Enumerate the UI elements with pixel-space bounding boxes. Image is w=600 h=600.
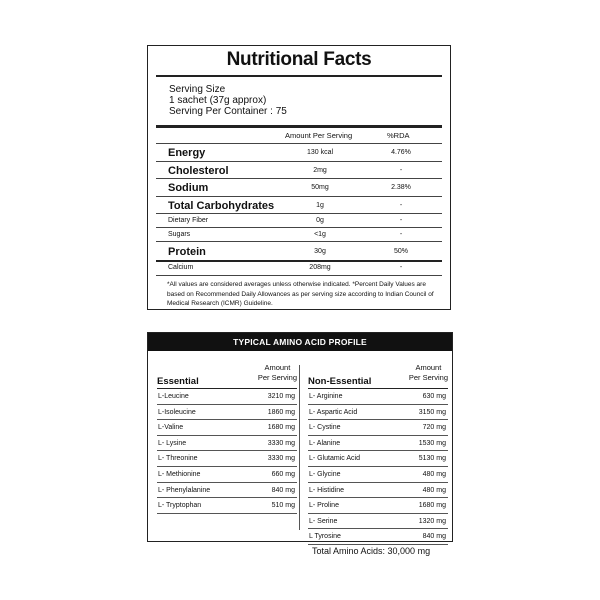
nutrient-label: Energy [168, 147, 206, 159]
amino-row [308, 420, 448, 436]
nutrient-label: Sodium [168, 182, 209, 194]
nutrient-label: Dietary Fiber [168, 217, 209, 224]
amount-column-header: Amount Per Serving [285, 131, 353, 140]
nutrient-row-carbohydrates [156, 196, 442, 214]
amino-amount: 480 mg [422, 470, 446, 478]
amino-row [308, 405, 448, 421]
nutrient-amount: 130 kcal [306, 149, 334, 156]
nutrient-row-cholesterol [156, 161, 442, 179]
nutrient-label: Cholesterol [168, 165, 229, 177]
amount-header-line1: Amount [264, 363, 291, 372]
total-amino-acids: Total Amino Acids: 30,000 mg [312, 546, 431, 556]
amino-row [308, 529, 448, 545]
amino-amount: 480 mg [422, 486, 446, 494]
amino-row [157, 420, 297, 436]
amino-row [157, 405, 297, 421]
nutrient-row-dietary-fiber [156, 213, 442, 228]
essential-header [157, 363, 297, 387]
amino-amount: 840 mg [271, 486, 295, 494]
amino-name: L- Serine [309, 517, 338, 525]
amino-amount: 630 mg [422, 393, 446, 400]
nutrient-row-sodium [156, 178, 442, 197]
nutrient-row-protein [156, 241, 442, 261]
amino-name: L- Methionine [158, 470, 201, 478]
amino-name: L-Leucine [158, 393, 189, 400]
non-essential-column [308, 363, 448, 545]
amino-amount: 1530 mg [418, 439, 446, 447]
nutrition-facts-panel [147, 45, 451, 310]
nutrient-row-calcium [156, 260, 442, 276]
essential-list [157, 389, 297, 514]
amino-row [157, 389, 297, 405]
amino-row [157, 451, 297, 467]
nutrient-label: Protein [168, 246, 206, 258]
amino-name: L- Tryptophan [158, 502, 202, 510]
nutrient-rda: - [399, 217, 403, 224]
amino-name: L- Glutamic Acid [309, 455, 360, 463]
amino-amount: 3330 mg [267, 439, 295, 447]
amino-amount: 5130 mg [418, 455, 446, 463]
amino-name: L-Isoleucine [158, 408, 196, 416]
nutrient-rda: 2.38% [391, 184, 411, 191]
amino-name: L- Phenylalanine [158, 486, 211, 494]
non-essential-title: Non-Essential [308, 376, 372, 387]
amino-amount: 1680 mg [418, 502, 446, 510]
amino-row [308, 467, 448, 483]
amino-amount: 510 mg [271, 502, 295, 510]
amino-amount: 1320 mg [418, 517, 446, 525]
nutrient-rda: - [399, 167, 403, 174]
amino-name: L- Proline [309, 502, 339, 510]
amino-name: L- Glycine [309, 470, 341, 478]
column-divider [299, 365, 300, 530]
amount-header-line2: Per Serving [408, 372, 448, 382]
serving-info [169, 84, 287, 117]
amino-amount: 1680 mg [267, 424, 295, 432]
amino-row [157, 498, 297, 514]
amino-row [308, 483, 448, 499]
title-rule [156, 75, 442, 77]
rda-column-header: %RDA [387, 131, 410, 140]
nutrient-amount: 208mg [309, 264, 331, 271]
amino-amount: 3210 mg [267, 393, 295, 400]
nutrient-amount: 2mg [313, 167, 327, 174]
servings-per-container: Serving Per Container : 75 [169, 106, 287, 117]
nutrient-amount: 0g [316, 217, 324, 224]
amino-name: L- Alanine [309, 439, 341, 447]
nutrient-rda: - [399, 231, 403, 238]
amino-title-bar: TYPICAL AMINO ACID PROFILE [148, 333, 452, 351]
nutrient-label: Total Carbohydrates [168, 200, 275, 212]
essential-title: Essential [157, 376, 199, 387]
non-essential-list [308, 389, 448, 545]
nutrient-amount: 30g [314, 248, 326, 255]
nutrient-rda: - [399, 264, 403, 271]
amino-acid-panel [147, 332, 453, 542]
serving-label: Serving Size [169, 84, 226, 95]
nutrient-row-sugars [156, 227, 442, 242]
nutrient-rda: - [399, 202, 403, 209]
serving-rule [156, 125, 442, 128]
essential-column [157, 363, 297, 514]
amino-name: L- Threonine [158, 455, 198, 463]
serving-size: 1 sachet (37g approx) [169, 95, 267, 106]
nutrient-amount: 50mg [311, 184, 329, 191]
amino-name: L- Cystine [309, 424, 341, 432]
amino-name: L- Histidine [309, 486, 345, 494]
amino-amount: 1860 mg [267, 408, 295, 416]
amino-amount: 720 mg [422, 424, 446, 432]
amino-row [308, 498, 448, 514]
amino-row [308, 451, 448, 467]
amino-name: L- Arginine [309, 393, 343, 400]
nutrition-title: Nutritional Facts [226, 49, 372, 70]
amino-amount: 840 mg [422, 533, 446, 541]
non-essential-header [308, 363, 448, 387]
amino-name: L-Valine [158, 424, 184, 432]
nutrient-rda: 4.76% [391, 149, 411, 156]
amino-amount: 660 mg [271, 470, 295, 478]
amino-amount: 3330 mg [267, 455, 295, 463]
nutrient-row-energy [156, 143, 442, 162]
amino-row [157, 483, 297, 499]
amino-name: L- Aspartic Acid [309, 408, 358, 416]
nutrient-label: Sugars [168, 231, 191, 238]
amount-header [409, 363, 448, 382]
nutrient-amount: <1g [314, 231, 326, 238]
amino-row [308, 514, 448, 530]
amino-row [308, 436, 448, 452]
nutrition-footnote: *All values are considered averages unless otherwise indicated. *Percent Daily Values are based on Recommended Daily Allowances as per serving size according to Indian Council of Medical Research (ICMR) Guideline. [167, 281, 434, 307]
amino-row [308, 389, 448, 405]
nutrient-rda: 50% [393, 248, 408, 255]
amino-amount: 3150 mg [418, 408, 446, 416]
amount-header-line1: Amount [415, 363, 442, 372]
amino-name: L- Lysine [158, 439, 187, 447]
amount-header [258, 363, 297, 382]
amino-row [157, 467, 297, 483]
amino-name: L Tyrosine [309, 533, 341, 541]
nutrient-label: Calcium [168, 264, 194, 271]
amino-row [157, 436, 297, 452]
nutrient-amount: 1g [316, 202, 324, 209]
amount-header-line2: Per Serving [257, 372, 297, 382]
